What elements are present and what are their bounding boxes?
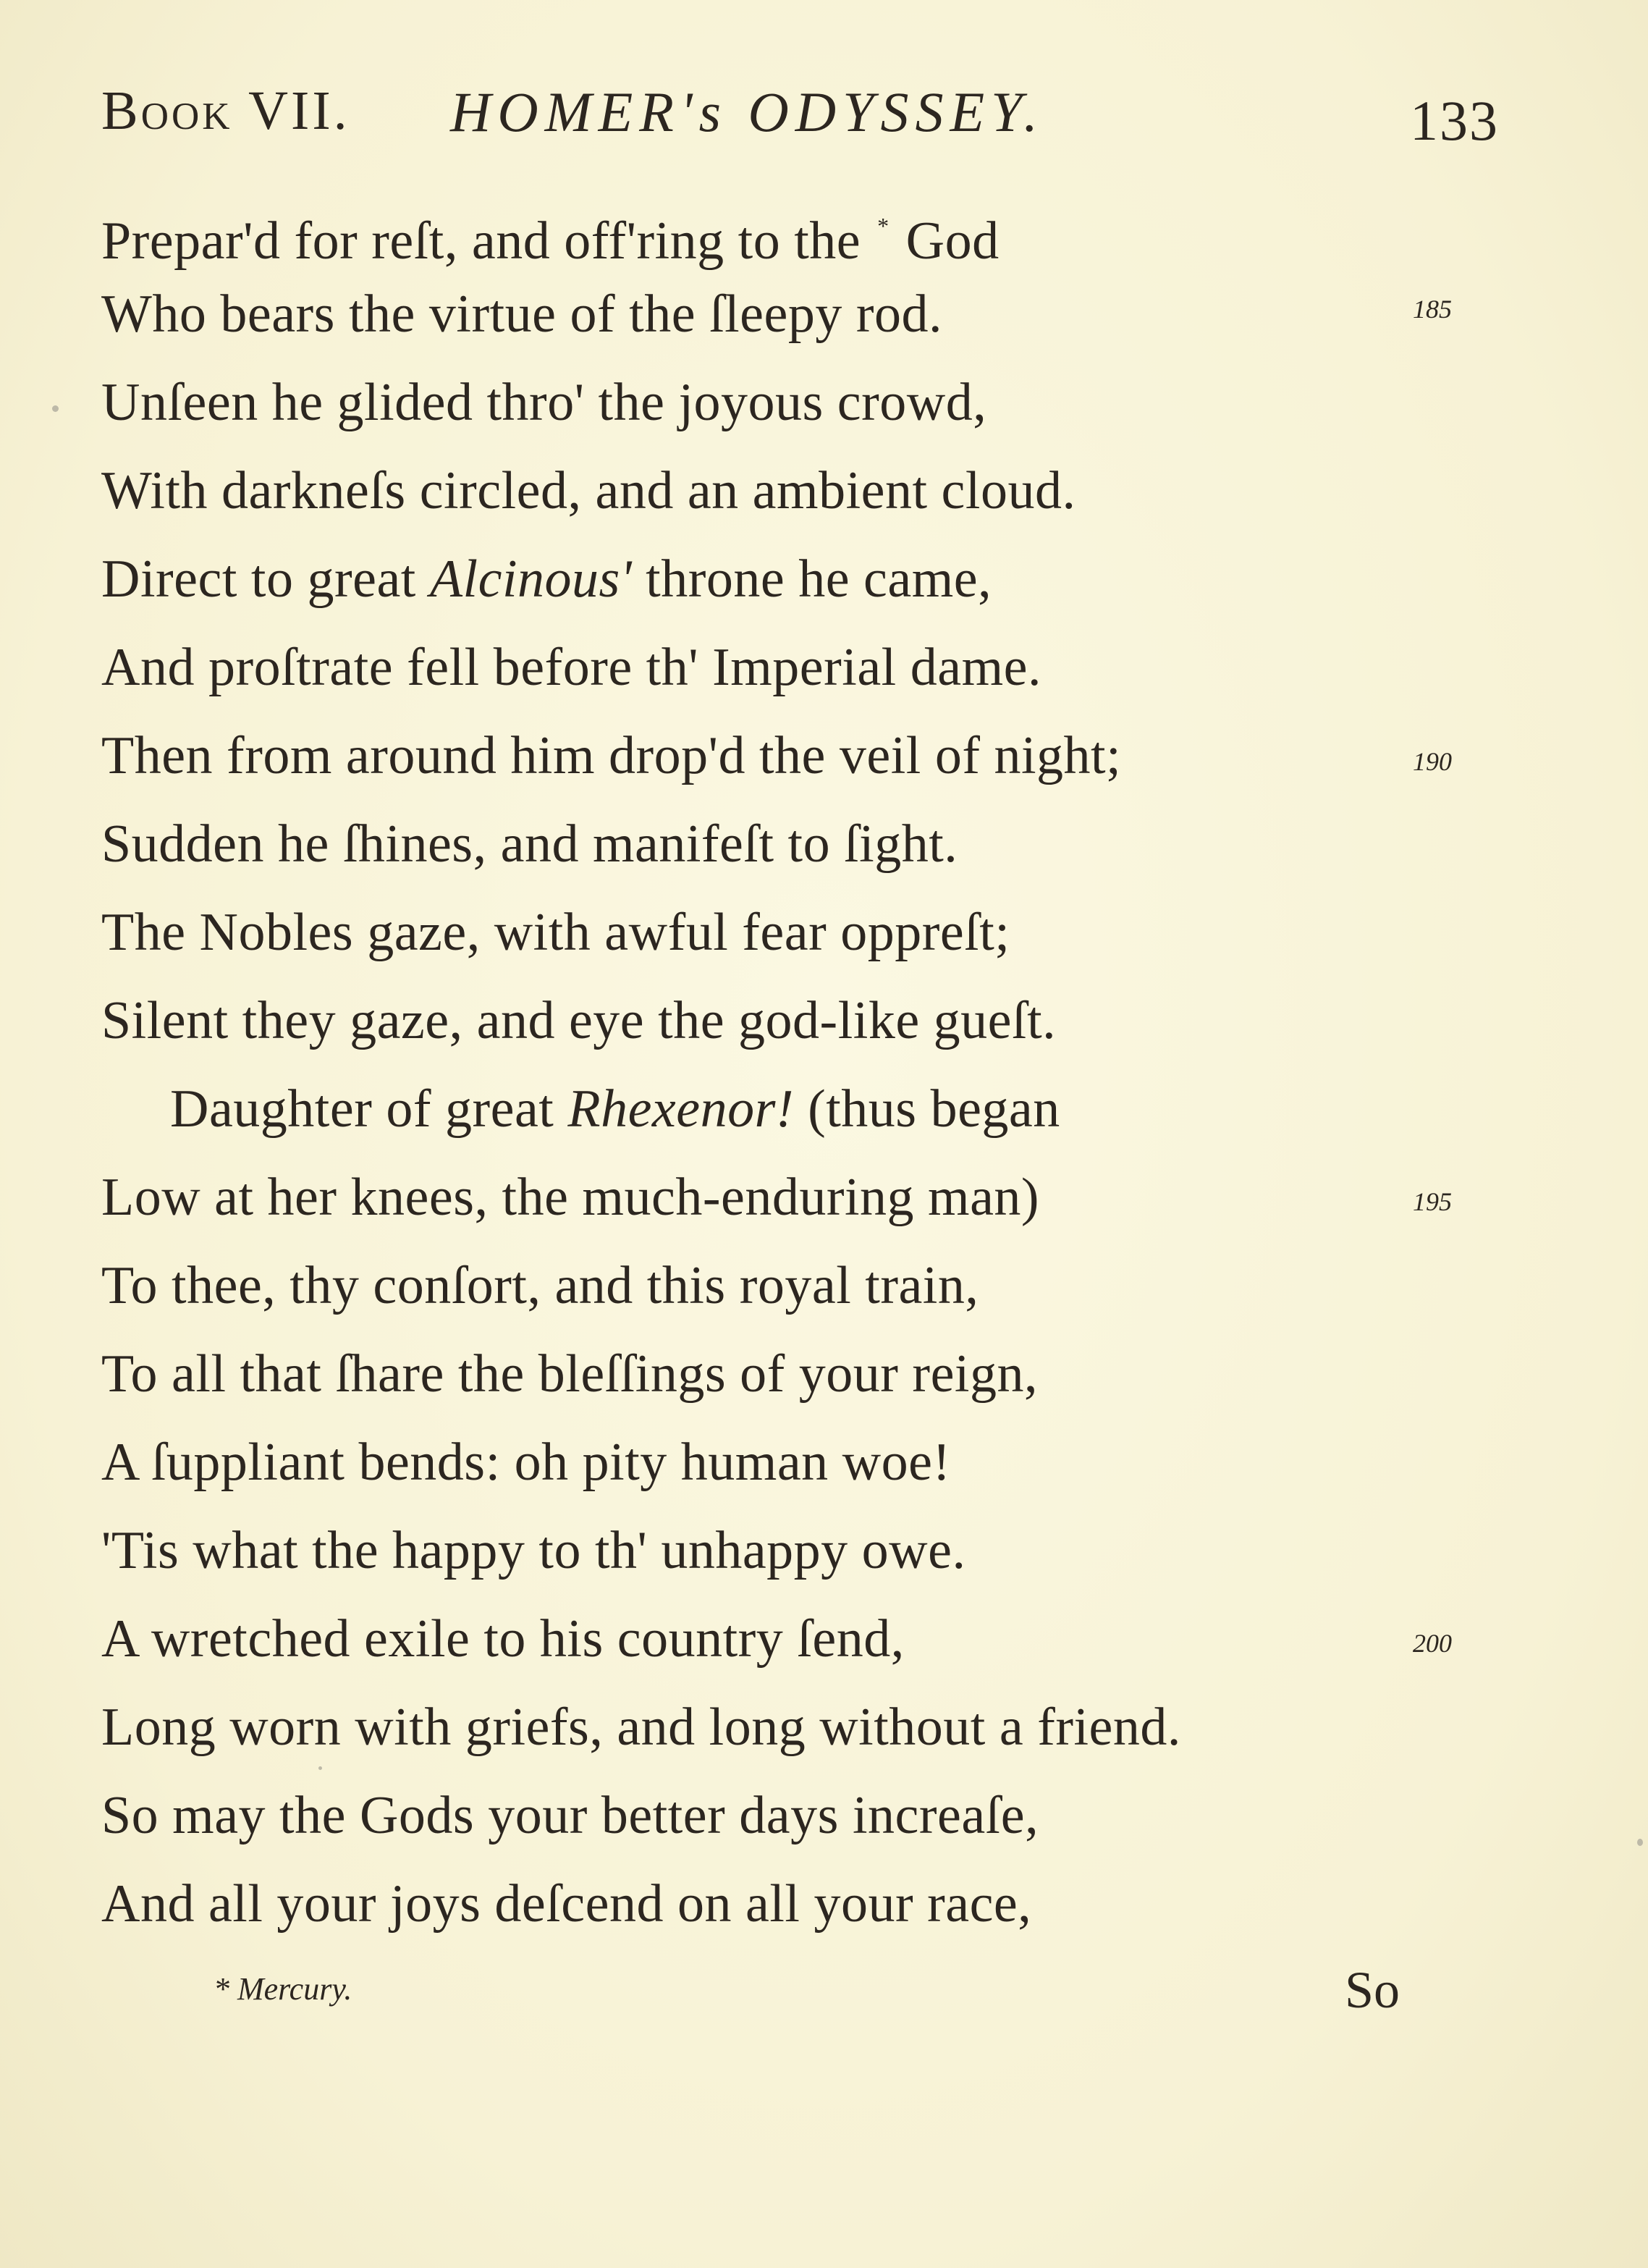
- verse-line: With darkneſs circled, and an ambient cloud.: [101, 461, 1076, 520]
- footnote-marker: *: [877, 213, 890, 239]
- book-label: Book VII.: [101, 80, 350, 141]
- verse-line: Then from around him drop'd the veil of night;: [101, 726, 1122, 785]
- verse-line: Long worn with griefs, and long without a friend.: [101, 1698, 1181, 1757]
- line-number: 190: [1413, 747, 1452, 776]
- proper-name: Rhexenor!: [567, 1079, 795, 1139]
- verse-line: 'Tis what the happy to th' unhappy owe.: [101, 1521, 966, 1580]
- footnote: * Mercury.: [214, 1971, 352, 2007]
- paper-speck: [52, 405, 59, 412]
- verse-line: The Nobles gaze, with awful fear oppreſt;: [101, 903, 1010, 962]
- verse-line: And proſtrate fell before th' Imperial dame.: [101, 638, 1041, 697]
- line-number: 200: [1413, 1629, 1452, 1658]
- verse-line: Unſeen he glided thro' the joyous crowd,: [101, 373, 987, 432]
- catchword: So: [1345, 1961, 1400, 2019]
- verse-line: To all that ſhare the bleſſings of your reign,: [101, 1344, 1038, 1404]
- verse-line: Prepar'd for reſt, and off'ring to the * God: [101, 211, 1000, 271]
- line-number: 195: [1413, 1187, 1452, 1216]
- verse-line: A wretched exile to his country ſend,: [101, 1609, 905, 1669]
- verse-line: To thee, thy conſort, and this royal train,: [101, 1256, 979, 1315]
- verse-line: Low at her knees, the much-enduring man): [101, 1168, 1040, 1227]
- verse-line: So may the Gods your better days increaſe,: [101, 1786, 1039, 1845]
- line-number: 185: [1413, 295, 1452, 324]
- verse-line: Who bears the virtue of the ſleepy rod.: [101, 284, 942, 344]
- verse-line: A ſuppliant bends: oh pity human woe!: [101, 1433, 951, 1492]
- page-number: 133: [1410, 89, 1499, 152]
- verse-line: Silent they gaze, and eye the god-like gueſt.: [101, 991, 1057, 1050]
- running-title: HOMER's ODYSSEY.: [450, 80, 1044, 143]
- proper-name: Alcinous': [429, 549, 633, 609]
- paper-speck: [1637, 1839, 1643, 1846]
- verse-line: Sudden he ſhines, and manifeſt to ſight.: [101, 814, 958, 874]
- verse-line: Direct to great Alcinous' throne he came,: [101, 549, 992, 609]
- verse-line: And all your joys deſcend on all your race,: [101, 1874, 1032, 1934]
- paper-speck: [318, 1766, 322, 1770]
- running-header: [0, 72, 1648, 152]
- verse-line: Daughter of great Rhexenor! (thus began: [170, 1079, 1060, 1139]
